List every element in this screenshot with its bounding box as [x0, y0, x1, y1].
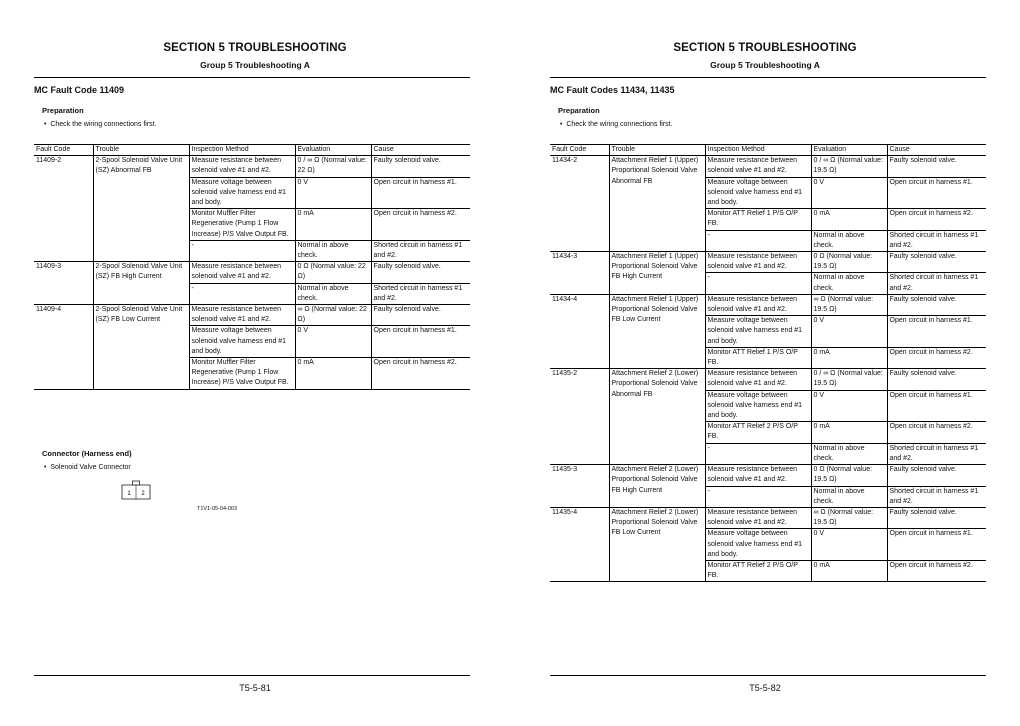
fault-code: 11434-3 — [550, 252, 609, 295]
right-page — [510, 0, 1020, 726]
evaluation: 0 V — [295, 326, 371, 358]
evaluation: ∞ Ω (Normal value: 19.5 Ω) — [811, 294, 887, 315]
footer-rule — [550, 675, 986, 676]
table-body — [34, 156, 470, 389]
cause: Open circuit in harness #1. — [887, 529, 986, 561]
trouble: Attachment Relief 1 (Upper) Proportional Solenoid Valve FB High Current — [609, 252, 705, 295]
group-title: Group 5 Troubleshooting A — [710, 60, 820, 70]
evaluation: 0 mA — [295, 358, 371, 390]
inspection-method: Monitor ATT Relief 2 P/S O/P FB. — [705, 560, 811, 581]
inspection-method: - — [705, 230, 811, 251]
table-body — [550, 156, 986, 582]
connector-diagram — [121, 480, 151, 500]
table-header — [34, 145, 470, 156]
inspection-method: Measure voltage between solenoid valve harness end #1 and body. — [189, 326, 295, 358]
table-header — [550, 145, 986, 156]
inspection-method: Measure resistance between solenoid valve #1 and #2. — [189, 262, 295, 283]
bullet-icon: • — [44, 464, 51, 471]
inspection-method: Measure resistance between solenoid valve #1 and #2. — [705, 294, 811, 315]
inspection-method: Monitor ATT Relief 1 P/S O/P FB. — [705, 209, 811, 230]
inspection-method: Monitor ATT Relief 1 P/S O/P FB. — [705, 347, 811, 368]
cause: Faulty solenoid valve. — [887, 369, 986, 390]
evaluation: 0 Ω (Normal value: 19.5 Ω) — [811, 252, 887, 273]
evaluation: 0 V — [811, 390, 887, 422]
inspection-method: - — [705, 486, 811, 507]
trouble: 2-Spool Solenoid Valve Unit (SZ) Abnormal FB — [93, 156, 189, 262]
cause: Open circuit in harness #1. — [887, 177, 986, 209]
header-trouble: Trouble — [93, 145, 189, 156]
cause: Shorted circuit in harness #1 and #2. — [887, 443, 986, 464]
inspection-method: Measure resistance between solenoid valve #1 and #2. — [705, 465, 811, 486]
header-trouble: Trouble — [609, 145, 705, 156]
header-cause: Cause — [371, 145, 470, 156]
cause: Shorted circuit in harness #1 and #2. — [887, 273, 986, 294]
bullet-icon: • — [44, 121, 51, 128]
header-evaluation: Evaluation — [811, 145, 887, 156]
bullet-icon: • — [560, 121, 567, 128]
cause: Faulty solenoid valve. — [887, 156, 986, 177]
cause: Open circuit in harness #1. — [371, 326, 470, 358]
cause: Shorted circuit in harness #1 and #2. — [887, 230, 986, 251]
pin-1-label: 1 — [127, 491, 131, 497]
fault-title: MC Fault Codes 11434, 11435 — [550, 85, 675, 95]
inspection-method: Measure resistance between solenoid valve #1 and #2. — [705, 156, 811, 177]
evaluation: Normal in above check. — [811, 230, 887, 251]
inspection-method: Measure voltage between solenoid valve harness end #1 and body. — [705, 177, 811, 209]
cause: Faulty solenoid valve. — [371, 305, 470, 326]
cause: Faulty solenoid valve. — [371, 262, 470, 283]
table-row — [550, 294, 986, 315]
trouble: Attachment Relief 2 (Lower) Proportional Solenoid Valve Abnormal FB — [609, 369, 705, 465]
trouble: Attachment Relief 1 (Upper) Proportional Solenoid Valve FB Low Current — [609, 294, 705, 368]
header-fault-code: Fault Code — [550, 145, 609, 156]
header-inspection-method: Inspection Method — [705, 145, 811, 156]
inspection-method: - — [705, 443, 811, 464]
evaluation: Normal in above check. — [811, 443, 887, 464]
cause: Shorted circuit in harness #1 and #2. — [371, 240, 470, 261]
header-evaluation: Evaluation — [295, 145, 371, 156]
evaluation: Normal in above check. — [295, 240, 371, 261]
inspection-method: Monitor ATT Relief 2 P/S O/P FB. — [705, 422, 811, 443]
header-cause: Cause — [887, 145, 986, 156]
fault-table — [550, 144, 986, 582]
inspection-method: Measure voltage between solenoid valve harness end #1 and body. — [705, 316, 811, 348]
table-row — [550, 465, 986, 486]
cause: Faulty solenoid valve. — [887, 294, 986, 315]
cause: Faulty solenoid valve. — [887, 252, 986, 273]
inspection-method: Measure resistance between solenoid valve #1 and #2. — [705, 252, 811, 273]
evaluation: 0 V — [811, 316, 887, 348]
inspection-method: Measure voltage between solenoid valve harness end #1 and body. — [705, 529, 811, 561]
evaluation: 0 mA — [811, 209, 887, 230]
evaluation: 0 V — [811, 177, 887, 209]
cause: Faulty solenoid valve. — [887, 507, 986, 528]
table-row — [550, 507, 986, 528]
inspection-method: Measure resistance between solenoid valve #1 and #2. — [705, 507, 811, 528]
connector-title: Connector (Harness end) — [42, 449, 132, 458]
table-row — [34, 262, 470, 283]
fault-code: 11435-3 — [550, 465, 609, 508]
fault-code: 11409-3 — [34, 262, 93, 305]
preparation-text: Check the wiring connections first. — [566, 121, 673, 128]
trouble: Attachment Relief 2 (Lower) Proportional Solenoid Valve FB Low Current — [609, 507, 705, 581]
fault-code: 11435-2 — [550, 369, 609, 465]
figure-id: T1V1-05-04-003 — [197, 506, 238, 512]
fault-code: 11434-2 — [550, 156, 609, 252]
fault-table — [34, 144, 470, 390]
fault-code: 11434-4 — [550, 294, 609, 368]
connector-text: Solenoid Valve Connector — [50, 464, 131, 471]
table-row — [550, 156, 986, 177]
evaluation: 0 mA — [811, 560, 887, 581]
header-rule — [550, 77, 986, 78]
section-title: SECTION 5 TROUBLESHOOTING — [673, 42, 857, 54]
evaluation: Normal in above check. — [811, 486, 887, 507]
table-row — [550, 252, 986, 273]
inspection-method: - — [705, 273, 811, 294]
evaluation: 0 mA — [295, 209, 371, 241]
header-rule — [34, 77, 470, 78]
trouble: Attachment Relief 2 (Lower) Proportional Solenoid Valve FB High Current — [609, 465, 705, 508]
inspection-method: Measure voltage between solenoid valve harness end #1 and body. — [705, 390, 811, 422]
table-row — [550, 369, 986, 390]
preparation-title: Preparation — [558, 106, 600, 115]
evaluation: 0 mA — [811, 422, 887, 443]
cause: Open circuit in harness #2. — [371, 358, 470, 390]
fault-code: 11435-4 — [550, 507, 609, 581]
pin-2-label: 2 — [141, 491, 145, 497]
inspection-method: Monitor Muffler Filter Regenerative (Pump 1 Flow Increase) P/S Valve Output FB. — [189, 209, 295, 241]
evaluation: 0 Ω (Normal value: 22 Ω) — [295, 262, 371, 283]
table-row — [34, 156, 470, 177]
preparation-text: Check the wiring connections first. — [50, 121, 157, 128]
trouble: 2-Spool Solenoid Valve Unit (SZ) FB High Current — [93, 262, 189, 305]
table-row — [34, 305, 470, 326]
inspection-method: Monitor Muffler Filter Regenerative (Pump 1 Flow Increase) P/S Valve Output FB. — [189, 358, 295, 390]
inspection-method: Measure resistance between solenoid valve #1 and #2. — [189, 156, 295, 177]
fault-code: 11409-2 — [34, 156, 93, 262]
inspection-method: Measure resistance between solenoid valve #1 and #2. — [189, 305, 295, 326]
preparation-item — [560, 121, 673, 128]
cause: Open circuit in harness #2. — [887, 209, 986, 230]
evaluation: 0 / ∞ Ω (Normal value: 19.5 Ω) — [811, 369, 887, 390]
trouble: Attachment Relief 1 (Upper) Proportional Solenoid Valve Abnormal FB — [609, 156, 705, 252]
evaluation: Normal in above check. — [811, 273, 887, 294]
evaluation: Normal in above check. — [295, 283, 371, 304]
fault-title: MC Fault Code 11409 — [34, 85, 125, 95]
cause: Open circuit in harness #1. — [887, 390, 986, 422]
cause: Open circuit in harness #1. — [371, 177, 470, 209]
cause: Open circuit in harness #2. — [887, 560, 986, 581]
preparation-title: Preparation — [42, 106, 84, 115]
page-number: T5-5-82 — [749, 683, 781, 693]
inspection-method: - — [189, 240, 295, 261]
cause: Open circuit in harness #2. — [887, 422, 986, 443]
inspection-method: Measure voltage between solenoid valve harness end #1 and body. — [189, 177, 295, 209]
cause: Open circuit in harness #2. — [371, 209, 470, 241]
evaluation: 0 V — [811, 529, 887, 561]
fault-code: 11409-4 — [34, 305, 93, 390]
cause: Faulty solenoid valve. — [887, 465, 986, 486]
cause: Faulty solenoid valve. — [371, 156, 470, 177]
cause: Open circuit in harness #2. — [887, 347, 986, 368]
evaluation: 0 V — [295, 177, 371, 209]
page-number: T5-5-81 — [239, 683, 271, 693]
evaluation: 0 mA — [811, 347, 887, 368]
cause: Shorted circuit in harness #1 and #2. — [887, 486, 986, 507]
evaluation: ∞ Ω (Normal value: 22 Ω) — [295, 305, 371, 326]
evaluation: ∞ Ω (Normal value: 19.5 Ω) — [811, 507, 887, 528]
group-title: Group 5 Troubleshooting A — [200, 60, 310, 70]
inspection-method: Measure resistance between solenoid valve #1 and #2. — [705, 369, 811, 390]
preparation-item — [44, 121, 157, 128]
cause: Shorted circuit in harness #1 and #2. — [371, 283, 470, 304]
inspection-method: - — [189, 283, 295, 304]
cause: Open circuit in harness #1. — [887, 316, 986, 348]
trouble: 2-Spool Solenoid Valve Unit (SZ) FB Low Current — [93, 305, 189, 390]
header-fault-code: Fault Code — [34, 145, 93, 156]
footer-rule — [34, 675, 470, 676]
evaluation: 0 / ∞ Ω (Normal value: 22 Ω) — [295, 156, 371, 177]
evaluation: 0 / ∞ Ω (Normal value: 19.5 Ω) — [811, 156, 887, 177]
header-inspection-method: Inspection Method — [189, 145, 295, 156]
connector-item — [44, 464, 131, 471]
evaluation: 0 Ω (Normal value: 19.5 Ω) — [811, 465, 887, 486]
section-title: SECTION 5 TROUBLESHOOTING — [163, 42, 347, 54]
connector-latch — [133, 481, 140, 485]
